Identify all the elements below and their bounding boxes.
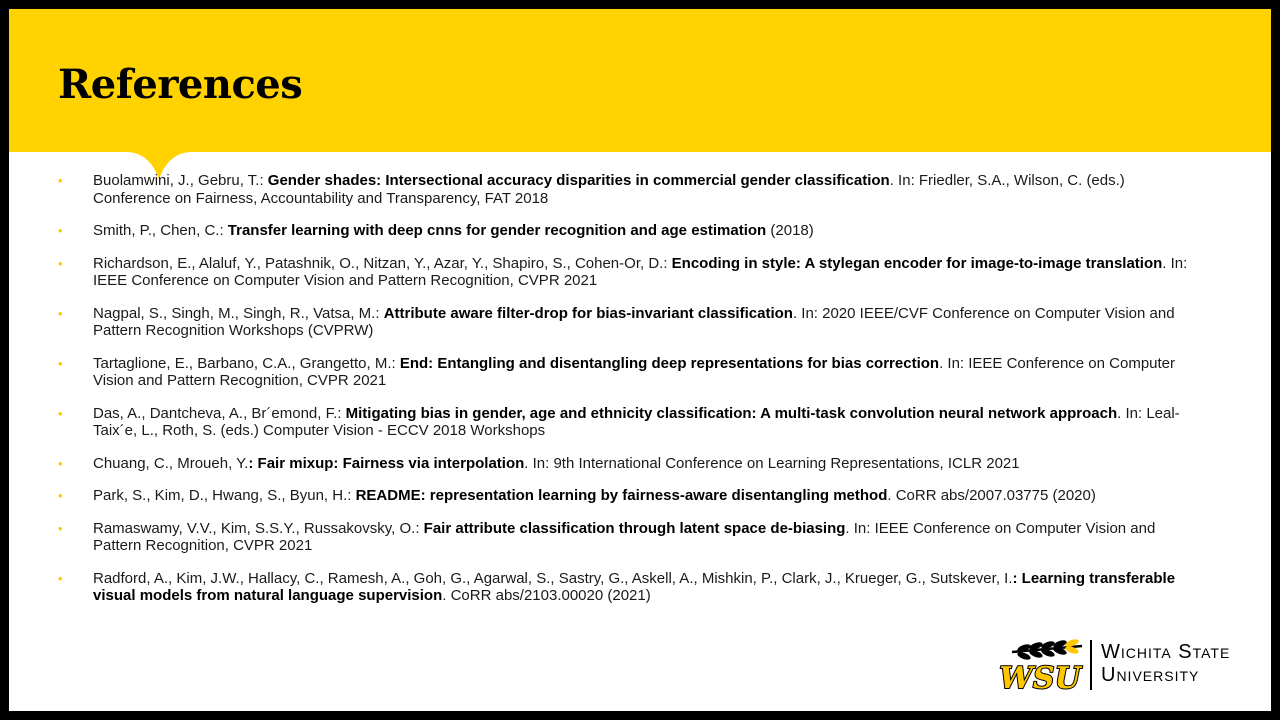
bullet-icon: •	[58, 570, 63, 586]
reference-source: . In: Friedler, S.A., Wilson, C. (eds.) Conference on Fairness, Accountability and Transparency, FAT 2018	[93, 172, 1125, 207]
logo-divider	[1090, 640, 1092, 690]
slide	[9, 9, 1271, 711]
reference-title: README: representation learning by fairness-aware disentangling method	[355, 487, 888, 504]
bullet-icon: •	[58, 520, 63, 536]
reference-item	[58, 172, 1198, 207]
bullet-icon: •	[58, 355, 63, 371]
reference-title: Transfer learning with deep cnns for gender recognition and age estimation	[227, 222, 767, 239]
reference-authors: Ramaswamy, V.V., Kim, S.S.Y., Russakovsky, O.:	[93, 519, 424, 537]
bullet-icon: •	[58, 488, 63, 503]
reference-source: . In: Leal-Taix´e, L., Roth, S. (eds.) Computer Vision - ECCV 2018 Workshops	[93, 404, 1180, 439]
reference-source: . CoRR abs/2007.03775 (2020)	[887, 487, 1096, 504]
reference-source: . CoRR abs/2103.00020 (2021)	[442, 587, 651, 604]
bullet-icon: •	[58, 455, 63, 471]
reference-source: . In: 9th International Conference on Learning Representations, ICLR 2021	[524, 454, 1020, 472]
bullet-icon: •	[58, 173, 63, 188]
logo-line1: Wichita State	[1101, 641, 1231, 663]
reference-item	[58, 222, 1198, 240]
bullet-icon: •	[58, 223, 63, 238]
university-logo	[994, 636, 1259, 696]
page-title: References	[58, 61, 303, 108]
reference-title: : Fair mixup: Fairness via interpolation	[248, 454, 525, 472]
reference-source: . In: IEEE Conference on Computer Vision and Pattern Recognition, CVPR 2021	[93, 354, 1176, 389]
reference-authors: Park, S., Kim, D., Hwang, S., Byun, H.:	[93, 487, 356, 504]
reference-source: . In: 2020 IEEE/CVF Conference on Computer Vision and Pattern Recognition Workshops (CVPRW)	[93, 304, 1175, 339]
reference-source: (2018)	[766, 222, 814, 239]
reference-title: Encoding in style: A stylegan encoder for image-to-image translation	[671, 254, 1163, 272]
reference-authors: Tartaglione, E., Barbano, C.A., Grangetto, M.:	[93, 354, 400, 372]
logo-line2: University	[1101, 664, 1200, 686]
reference-item	[58, 405, 1198, 440]
wheat-icon	[1012, 638, 1082, 661]
bullet-icon: •	[58, 255, 63, 271]
logo-wordmark	[1101, 641, 1230, 687]
bullet-icon: •	[58, 405, 63, 421]
reference-title: End: Entangling and disentangling deep representations for bias correction	[399, 354, 940, 372]
reference-authors: Buolamwini, J., Gebru, T.:	[93, 172, 268, 189]
reference-authors: Richardson, E., Alaluf, Y., Patashnik, O., Nitzan, Y., Azar, Y., Shapiro, S., Cohen-Or, D.:	[93, 254, 672, 272]
reference-authors: Radford, A., Kim, J.W., Hallacy, C., Ramesh, A., Goh, G., Agarwal, S., Sastry, G., Askell, A., Mishkin, P., Clark, J., Krueger, G., Sutskever, I.	[93, 569, 1013, 587]
reference-item	[58, 355, 1198, 390]
reference-title: Attribute aware filter-drop for bias-invariant classification	[383, 304, 793, 322]
reference-title: : Learning transferable visual models from natural language supervision	[93, 569, 1176, 604]
reference-authors: Smith, P., Chen, C.:	[93, 222, 228, 239]
reference-item	[58, 520, 1198, 555]
reference-item	[58, 305, 1198, 340]
reference-authors: Nagpal, S., Singh, M., Singh, R., Vatsa, M.:	[93, 304, 384, 322]
reference-item	[58, 255, 1198, 290]
reference-authors: Chuang, C., Mroueh, Y.	[93, 454, 249, 472]
reference-item	[58, 487, 1198, 505]
reference-source: . In: IEEE Conference on Computer Vision and Pattern Recognition, CVPR 2021	[93, 519, 1156, 554]
bullet-icon: •	[58, 305, 63, 321]
reference-list	[58, 172, 1198, 620]
reference-item	[58, 455, 1198, 473]
wsu-logo-mark	[994, 636, 1086, 696]
reference-title: Mitigating bias in gender, age and ethnicity classification: A multi-task convolution neural network approach	[345, 404, 1118, 422]
reference-item	[58, 570, 1198, 605]
wsu-mark-text: WSU	[999, 661, 1081, 696]
reference-title: Gender shades: Intersectional accuracy disparities in commercial gender classification	[267, 172, 890, 189]
reference-source: . In: IEEE Conference on Computer Vision and Pattern Recognition, CVPR 2021	[93, 254, 1188, 289]
reference-title: Fair attribute classification through latent space de-biasing	[423, 519, 846, 537]
reference-authors: Das, A., Dantcheva, A., Br´emond, F.:	[93, 404, 346, 422]
